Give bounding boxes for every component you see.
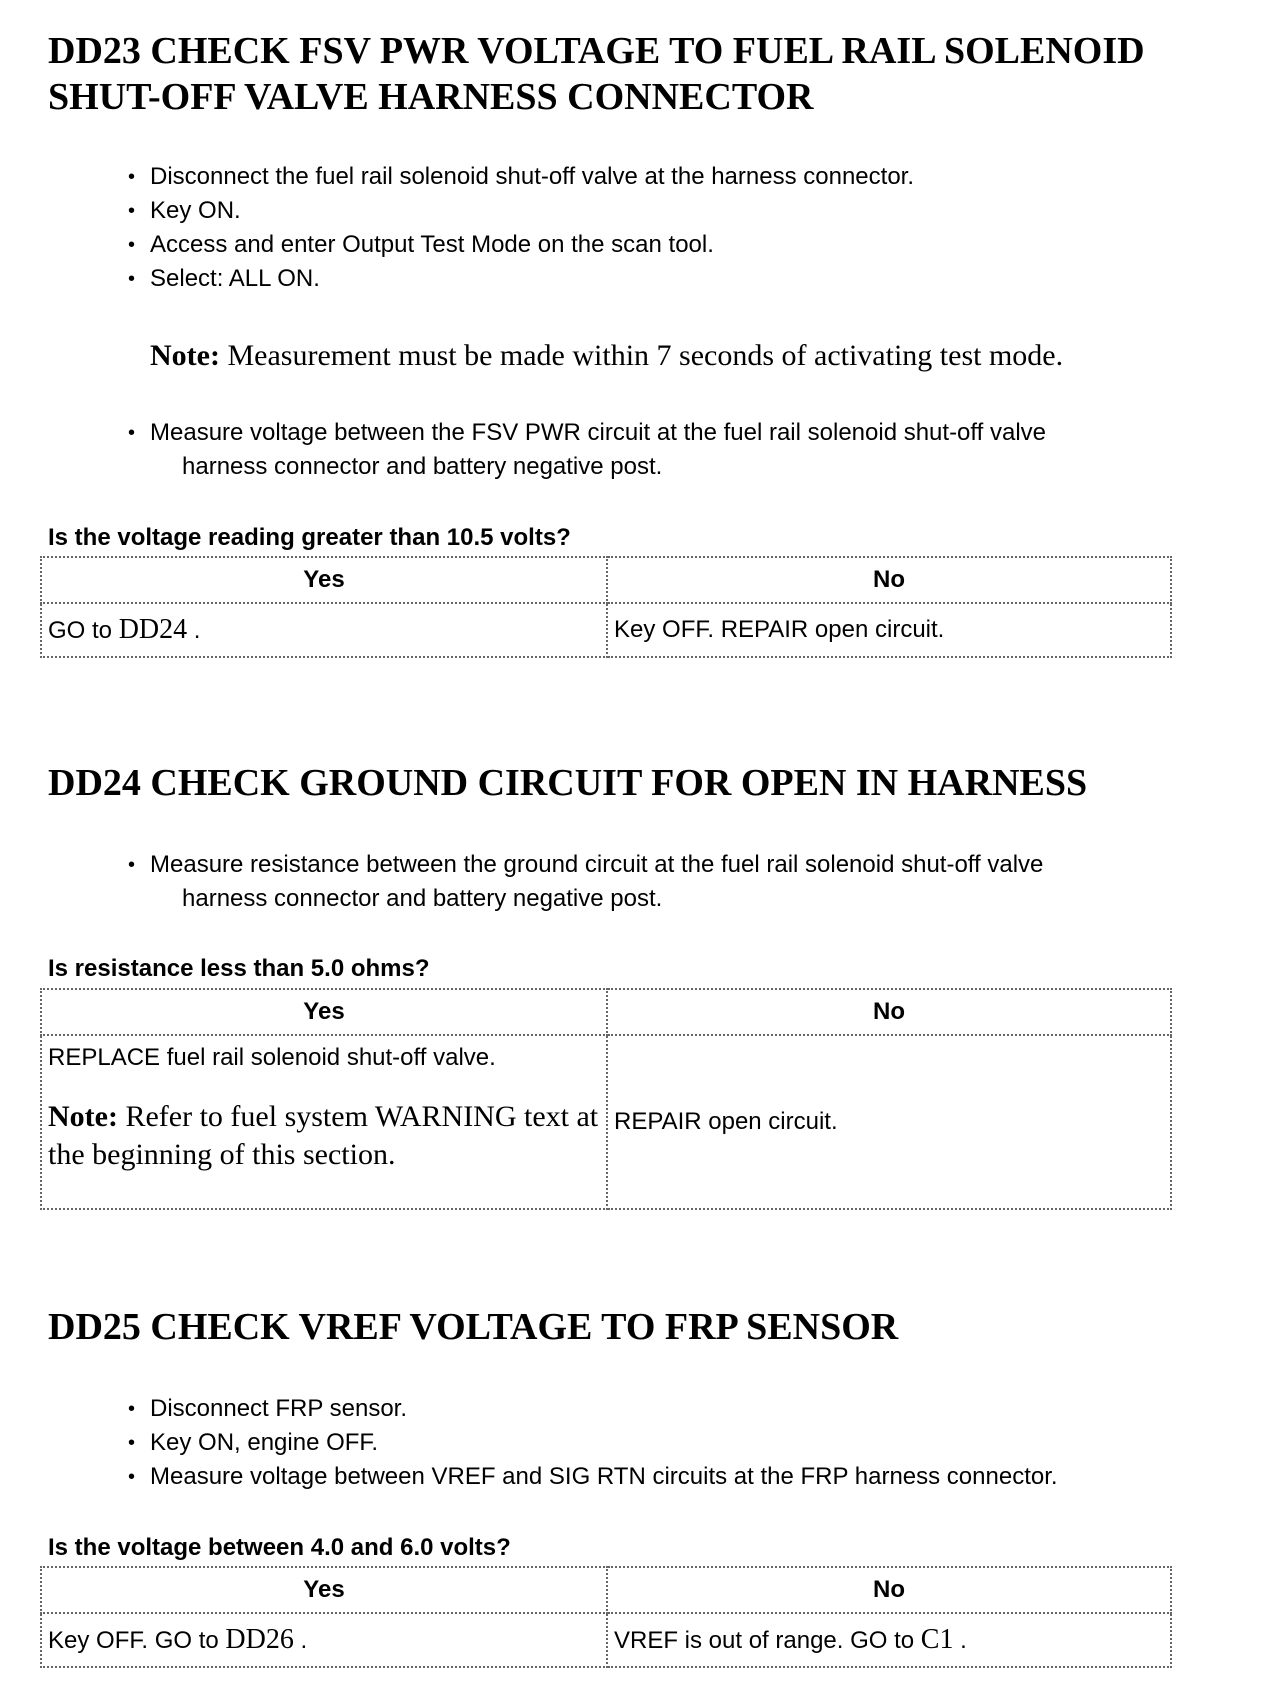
note-label: Note:	[150, 339, 220, 372]
no-cell: VREF is out of range. GO to C1 .	[607, 1613, 1171, 1667]
list-item: • Key ON.	[126, 194, 1246, 228]
no-cell: Key OFF. REPAIR open circuit.	[607, 603, 1171, 657]
step-list-dd25	[126, 1392, 1246, 1494]
decision-table-dd24	[40, 988, 1172, 1210]
bullet-icon: •	[128, 166, 136, 188]
question-dd25: Is the voltage between 4.0 and 6.0 volts?	[48, 1534, 511, 1561]
bullet-icon: •	[128, 1466, 136, 1488]
decision-table-dd23	[40, 556, 1172, 658]
yes-header: Yes	[41, 1567, 607, 1613]
yes-cell: Key OFF. GO to DD26 .	[41, 1613, 607, 1667]
list-item: • Key ON, engine OFF.	[126, 1426, 1246, 1460]
list-item: • Select: ALL ON.	[126, 262, 1246, 296]
list-item: • Disconnect the fuel rail solenoid shut-off valve at the harness connector.	[126, 160, 1246, 194]
list-item: • Measure voltage between the FSV PWR circuit at the fuel rail solenoid shut-off valve harness connector and battery negative post.	[126, 416, 1246, 484]
bullet-icon: •	[128, 422, 136, 444]
yes-cell: REPLACE fuel rail solenoid shut-off valve. Note: Refer to fuel system WARNING text at the beginning of this section.	[41, 1035, 607, 1209]
list-item: • Access and enter Output Test Mode on the scan tool.	[126, 228, 1246, 262]
bullet-icon: •	[128, 268, 136, 290]
bullet-icon: •	[128, 234, 136, 256]
section-heading-dd24: DD24 CHECK GROUND CIRCUIT FOR OPEN IN HARNESS	[48, 762, 1088, 804]
decision-table-dd25	[40, 1566, 1172, 1668]
yes-cell-note: Note: Refer to fuel system WARNING text at the beginning of this section.	[48, 1100, 599, 1171]
bullet-icon: •	[128, 854, 136, 876]
bullet-icon: •	[128, 200, 136, 222]
question-dd24: Is resistance less than 5.0 ohms?	[48, 955, 430, 982]
yes-header: Yes	[41, 989, 607, 1035]
yes-cell: GO to DD24 .	[41, 603, 607, 657]
bullet-icon: •	[128, 1432, 136, 1454]
no-cell: REPAIR open circuit.	[607, 1035, 1171, 1209]
section-heading-dd23: DD23 CHECK FSV PWR VOLTAGE TO FUEL RAIL SOLENOID SHUT-OFF VALVE HARNESS CONNECTOR	[48, 30, 1145, 118]
c1-link[interactable]: C1	[920, 1624, 954, 1655]
step-list-dd23	[126, 160, 1246, 296]
note-dd23	[150, 338, 1250, 374]
no-header: No	[607, 989, 1171, 1035]
list-item: • Disconnect FRP sensor.	[126, 1392, 1246, 1426]
question-dd23: Is the voltage reading greater than 10.5 volts?	[48, 524, 571, 551]
no-header: No	[607, 557, 1171, 603]
list-item: • Measure voltage between VREF and SIG RTN circuits at the FRP harness connector.	[126, 1460, 1246, 1494]
dd26-link[interactable]: DD26	[225, 1624, 294, 1655]
step-list-dd24	[126, 848, 1246, 916]
no-header: No	[607, 1567, 1171, 1613]
list-item: • Measure resistance between the ground circuit at the fuel rail solenoid shut-off valve harness connector and battery negative post.	[126, 848, 1246, 916]
step-list-dd23-measure	[126, 416, 1246, 484]
dd24-link[interactable]: DD24	[118, 614, 188, 645]
bullet-icon: •	[128, 1398, 136, 1420]
section-heading-dd25: DD25 CHECK VREF VOLTAGE TO FRP SENSOR	[48, 1306, 899, 1348]
yes-header: Yes	[41, 557, 607, 603]
note-text: Measurement must be made within 7 seconds of activating test mode.	[227, 339, 1064, 372]
